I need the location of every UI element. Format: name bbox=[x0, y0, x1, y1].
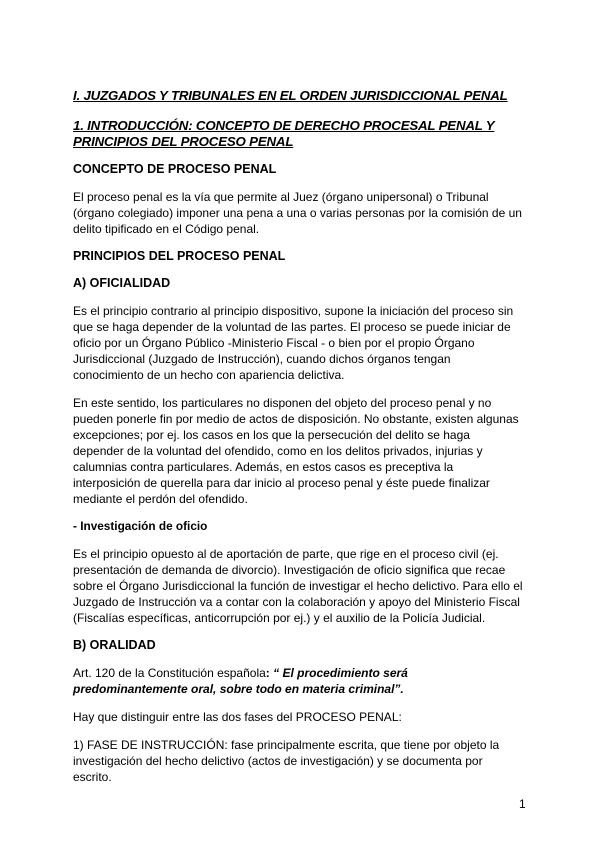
page-content bbox=[73, 88, 523, 797]
principios-heading: PRINCIPIOS DEL PROCESO PENAL bbox=[73, 249, 286, 263]
investigacion-paragraph: Es el principio opuesto al de aportación de parte, que rige en el proceso civil (ej. presentación de demanda de divorcio). Investigación de oficio significa que recae sobre el Órgano Jurisdiccional la función de investigar el hecho delictivo. Para ello el Juzgado de Instrucción va a contar con la colaboración y apoyo del Ministerio Fiscal (Fiscalías específicas, anticorrupción por ej.) y el auxilio de la Policía Judicial. bbox=[73, 547, 523, 625]
oficialidad-paragraph-2: En este sentido, los particulares no disponen del objeto del proceso penal y no pueden ponerle fin por medio de actos de disposición. No obstante, existen algunas excepciones; por ej. los casos en los que la persecución del delito se haga depender de la voluntad del ofendido, como en los delitos privados, injurias y calumnias contra particulares. Además, en estos casos es preceptiva la interposición de querella para dar inicio al proceso penal y éste puede finalizar mediante el perdón del ofendido. bbox=[73, 396, 519, 506]
concepto-heading: CONCEPTO DE PROCESO PENAL bbox=[73, 162, 277, 176]
investigacion-heading: - Investigación de oficio bbox=[73, 519, 208, 533]
document-title: I. JUZGADOS Y TRIBUNALES EN EL ORDEN JURISDICCIONAL PENAL bbox=[73, 88, 508, 103]
fase-instruccion-paragraph: 1) FASE DE INSTRUCCIÓN: fase principalmente escrita, que tiene por objeto la investigación del hecho delictivo (actos de investigación) y se documenta por escrito. bbox=[73, 738, 500, 784]
oficialidad-heading: A) OFICIALIDAD bbox=[73, 276, 171, 290]
article-quote: “ El procedimiento será predominantemente oral, sobre todo en materia criminal”. bbox=[73, 666, 408, 696]
oficialidad-paragraph-1: Es el principio contrario al principio dispositivo, supone la iniciación del proceso sin que se haga depender de la voluntad de las partes. El proceso se puede iniciar de oficio por un Órgano Público -Ministerio Fiscal - o bien por el propio Órgano Jurisdiccional (Juzgado de Instrucción), cuando dichos órganos tengan conocimiento de un hecho con apariencia delictiva. bbox=[73, 304, 514, 382]
section-subtitle: 1. INTRODUCCIÓN: CONCEPTO DE DERECHO PROCESAL PENAL Y PRINCIPIOS DEL PROCESO PENAL bbox=[73, 118, 495, 149]
oralidad-heading: B) ORALIDAD bbox=[73, 638, 156, 652]
article-colon: : bbox=[265, 666, 274, 680]
article-reference: Art. 120 de la Constitución española bbox=[73, 666, 266, 680]
concepto-paragraph: El proceso penal es la vía que permite al Juez (órgano unipersonal) o Tribunal (órgano colegiado) imponer una pena a una o varias personas por la comisión de un delito tipificado en el Código penal. bbox=[73, 190, 522, 236]
page-number: 1 bbox=[519, 797, 526, 811]
constitution-article-paragraph bbox=[73, 665, 523, 697]
fases-intro-paragraph: Hay que distinguir entre las dos fases del PROCESO PENAL: bbox=[73, 710, 402, 724]
